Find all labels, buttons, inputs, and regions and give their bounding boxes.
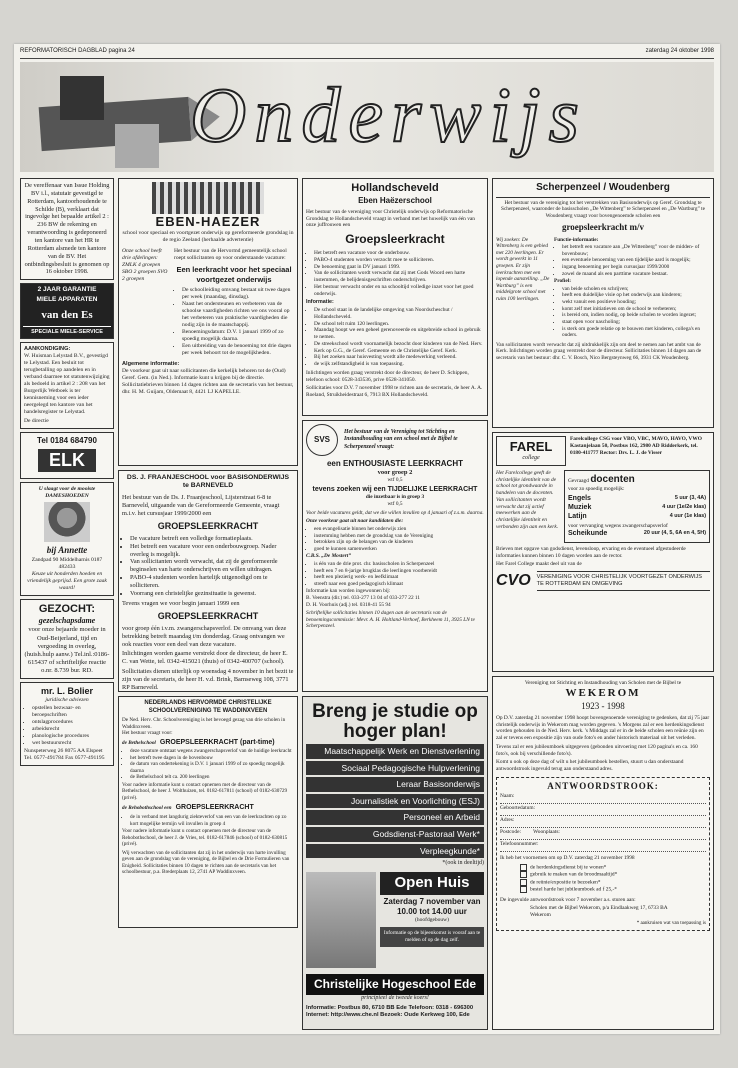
elk-logo: ELK bbox=[38, 449, 96, 472]
ebenhaezer-side: Onze school heeft drie afdelingen: ZMLK 4 groepen SBO 2 groepen SVO 2 groepen bbox=[122, 248, 168, 283]
nhs-info-2: Voor nadere informatie kunt u contact opnemen met de directeur van de Rehobothschool, de heer J. de Vries, tel. 0182-617846 (school) of 0182-630815 (privé). bbox=[122, 828, 288, 847]
as-option[interactable] bbox=[520, 886, 706, 893]
elk-phone: Tel 0184 684790 bbox=[37, 436, 97, 446]
nhs-vacancy-1: GROEPSLEERKRACHT (part-time) bbox=[159, 738, 275, 746]
fraanje-title: DS. J. FRAANJESCHOOL voor BASISONDERWIJS bbox=[126, 474, 290, 481]
fraanje-ter: voor groep één i.v.m. zwangerschapsverlof. De omvang van deze betrekking betreft maandag t/m donderdag. Graag ontvangen we ook reacties voor een deel van deze vacature. bbox=[122, 624, 287, 648]
sz-prof-list bbox=[554, 286, 710, 339]
sz-prof-title: Profiel: bbox=[554, 278, 571, 285]
farel-uren: 4 uur (1e/2e klas) bbox=[662, 503, 706, 510]
table-row bbox=[568, 530, 706, 539]
list-item: • instemming hebben met de grondslag van de Vereniging bbox=[314, 533, 484, 540]
as-field-label: Telefoonnummer: bbox=[500, 841, 539, 847]
svs-vacancy-2: tevens zoeken wij een TIJDELIJKE LEERKRACHT bbox=[312, 485, 478, 493]
hv-school: Eben Haëzerschool bbox=[358, 195, 432, 205]
list-item: • heeft een plezierig werk- en leefklimaat bbox=[314, 574, 484, 581]
checkbox-icon[interactable] bbox=[520, 864, 527, 871]
list-item: • de Bethelschool telt ca. 200 leerlingen bbox=[130, 774, 294, 781]
gezocht-title: GEZOCHT: bbox=[38, 602, 96, 615]
list-item: • Van sollicitanten wordt verwacht, dat zij de gereformeerde beginselen van harte onderschrijven en willen uitdragen. bbox=[130, 558, 294, 574]
gezocht-text: voor onze bejaarde moeder in Oud-Beijerland, tijd en vergoeding in overleg, (huish.hulp aanw.) Tel.inl.:0186-615437 of schriftelijke reactie o.nr. 8.739 bur. RD. bbox=[24, 626, 110, 675]
svs-intro: Het bestuur van de Vereniging tot Stichting en Instandhouding van een school met de Bijbel te Scherpenzeel vraagt: bbox=[344, 429, 458, 450]
list-item: • De vacature betreft een volledige formatieplaats. bbox=[130, 535, 294, 543]
svs-wtf-1: wtf 0,5 bbox=[387, 477, 403, 484]
bolier-sub: juridische adviezen bbox=[45, 697, 89, 704]
bolier-address: Nunspeterweg 26 8075 AA Elspeet Tel. 0577-491784 Fax 0577-491195 bbox=[24, 748, 105, 762]
fraanje-ad bbox=[118, 470, 298, 692]
gezocht-sub: gezelschapsdame bbox=[38, 616, 96, 626]
wk-body-2: Tevens zal er een jubileumboek uitgegeven (gebonden uitvoering met 120 pagina's en ca. 160 foto's, ook bij verschillende foto's). bbox=[496, 743, 698, 757]
farel-side: Het Farelcollege geeft de christelijke identiteit van de school tot grondwaarde in handelen van de docenten. Van sollicitanten wordt verwacht dat zij actief meewerken aan de christelijke identiteit en verbonden zijn aan een kerk. bbox=[496, 469, 559, 530]
che-internet: Internet: http://www.che.nl Bezoek: Oude Kerkweg 100, Ede bbox=[306, 1012, 470, 1019]
fraanje-sollicitaties: Sollicitaties dienen uiterlijk op woensdag 4 november in het bezit te zijn van de secretaris, de heer H. v.d. Brink, Barnseweg 108, 3771 RP Barneveld. bbox=[122, 668, 294, 691]
list-item: • ingang benoeming per begin cursusjaar 1999/2000 bbox=[562, 264, 710, 271]
list-item: • deze vacature ontstaat wegens zwangerschapsverlof van de huidige leerkracht bbox=[130, 748, 294, 755]
farel-address: Farelcollege CSG voor VBO, VBC, MAVO, HAVO, VWO Kastanjelaan 50, Postbus 162, 2980 AD Ridderkerk, tel. 0180-411777 Rector: Drs. L. J. de Visser bbox=[570, 436, 702, 456]
list-item: • komt zelf met initiatieven om de school te verbeteren; bbox=[562, 306, 710, 313]
ebenhaezer-alg: De voorkeur gaat uit naar sollicitanten die kerkelijk behoren tot de (Oud) Geref. Gem. (in Ned.). Informatie kunt u krijgen bij de directie. Sollicitatiebrieven binnen 14 dagen richten aan de secretaris van het bestuur, dhr. H. M. Guijam, Oldemaat 8, 4421 LJ KAPELLE. bbox=[122, 367, 294, 395]
farel-brieven: Brieven met opgave van godsdienst, levensloop, ervaring en de eventueel afgestudeerde informaties kunnen binnen 10 dagen worden aan de rector. bbox=[496, 545, 686, 559]
fraanje-tevens: Tevens vragen we voor begin januari 1999 een bbox=[122, 599, 240, 607]
list-item: • Het betreft een vacature voor de onderbouw. bbox=[314, 250, 484, 257]
list-item: • is bereid om, indien nodig, op beide scholen te worden ingezet; bbox=[562, 312, 710, 319]
list-item: • PABO-4 studenten worden hartelijk uitgenodigd om te solliciteren. bbox=[130, 574, 294, 590]
che-open-huis: Open Huis bbox=[380, 872, 484, 895]
as-option[interactable] bbox=[520, 879, 706, 886]
miele-label: MIELE APPARATEN bbox=[36, 296, 98, 304]
farel-vak: Engels bbox=[568, 495, 591, 502]
as-note: * aankruisen wat van toepassing is bbox=[636, 920, 706, 926]
list-item: • planologische procedures bbox=[32, 733, 110, 740]
list-item: • De benoeming gaat in DV januari 1999. bbox=[314, 264, 484, 271]
hv-info-title: Informatie: bbox=[306, 299, 334, 306]
checkbox-icon[interactable] bbox=[520, 886, 527, 893]
sz-vacancy: groepsleerkracht m/v bbox=[561, 222, 645, 233]
fraanje-vacancy-2: GROEPSLEERKRACHT bbox=[157, 610, 259, 621]
list-item: • De school telt ruim 120 leerlingen. bbox=[314, 321, 484, 328]
che-program: Leraar Basisonderwijs bbox=[306, 777, 484, 792]
hv-sollicit: Sollicitaties voor D.V. 7 november 1998 te richten aan de secretaris, de heer A. A. Roeland, Struikheidestraat 6, 7913 BX Hollandscheveld. bbox=[306, 385, 483, 398]
hoeden-title: U slaagt voor de mooiste DAMESHOEDEN bbox=[38, 485, 96, 499]
farel-vak: Scheikunde bbox=[568, 530, 608, 537]
che-info: Informatie: Postbus 80, 6710 BB Ede Telefoon: 0318 - 696300 bbox=[306, 1005, 474, 1012]
dark-square-icon bbox=[60, 76, 104, 120]
as-field[interactable] bbox=[500, 793, 706, 804]
sz-side: Wij zoeken: De Wittenberg is een gebied met 220 leerlingen. Er wordt gewerkt in 11 groepen. Er zijn leerkrachten met een lopende aanstelling. „De Wartburg” is een middelgrote school met ruim 100 leerlingen. bbox=[496, 236, 550, 303]
list-item: • betrokken zijn op de belangen van de kinderen bbox=[314, 539, 484, 546]
cvo-logo: CVO bbox=[496, 572, 531, 589]
ebenhaezer-ad bbox=[118, 178, 298, 466]
as-option-label: bestel harde het jubileumboek ad f 25,-* bbox=[530, 886, 617, 893]
list-item: • Benoemingsdatum: D.V. 1 januari 1999 of zo spoedig mogelijk daarna. bbox=[182, 329, 294, 343]
table-row bbox=[568, 495, 706, 504]
hollandscheveld-ad bbox=[302, 178, 488, 416]
list-item: • Naast het ondersteunen en verbeteren van de schoolse vaardigheden richten we ons vooral op het verbeteren van praktische vaardigheden die nodig zijn in de maatschappij. bbox=[182, 301, 294, 329]
paper-name: REFORMATORISCH DAGBLAD pagina 24 bbox=[20, 48, 135, 54]
as-komt: Ik heb het voornemen om op D.V. zaterdag 21 november 1998 bbox=[500, 855, 635, 861]
list-item: • ontslagprocedures bbox=[32, 719, 110, 726]
farel-gevraagd: Gevraagd bbox=[568, 477, 589, 484]
list-item: • goed te kunnen samenwerken bbox=[314, 546, 484, 553]
vandenes-logo: van den Es bbox=[41, 308, 93, 321]
list-item: • het betreft twee dagen in de bovenbouw bbox=[130, 755, 294, 762]
farel-lid: Het Farel College maakt deel uit van de bbox=[496, 561, 582, 568]
wk-name: WEKEROM bbox=[565, 686, 641, 699]
notice-text: De vereffenaar van Issue Holding BV i.l., statutair gevestigd te Rotterdam, kantoorhoudende te Schilde (B), verklaart dat ingevolge het bepaalde artikel 2 : 236 BW de rekening en verantwoording is gedeponeerd ten kantore van het HR te Rotterdam alsmede ten kantore van de BV. Het ontbindingsbesluit is genomen op 16 oktober 1998. bbox=[24, 182, 110, 276]
list-item: • is één van de drie prot. chr. basisscholen in Scherpenzeel bbox=[314, 561, 484, 568]
list-item: • het betreft een vacature aan „De Wittenberg” voor de midden- of bovenbouw; bbox=[562, 244, 710, 257]
svs-groep3: die inzetbaar is in groep 3 bbox=[365, 494, 425, 501]
nhs-sollicitaties: Wij verwachten van de sollicitanten dat zij in het onderwijs van harte invulling geven aan de grondslag van de vereniging, de Bijbel en de Drie Formulieren van Enigheid. Sollicitaties binnen 10 dagen te richten aan de secretaris van het schoolbestuur, p.a. Brederplaats 12, 2741 AP Waddinxveen. bbox=[122, 849, 290, 875]
as-option-label: de reünie/expositie te bezoeken* bbox=[530, 879, 601, 886]
scherpenzeel-ad bbox=[492, 178, 714, 428]
farel-spoedig: voor zo spoedig mogelijk: bbox=[568, 486, 625, 493]
vereffenaar-notice bbox=[20, 178, 114, 280]
hv-title: Hollandscheveld bbox=[351, 182, 439, 194]
list-item: • is sterk om goede relatie op te bouwen met kinderen, collega's en ouders. bbox=[562, 326, 710, 339]
nhs-school-1: de Bethelschool bbox=[122, 739, 156, 746]
list-item: • een eventuele benoeming van een tijdelijke aard is mogelijk; bbox=[562, 257, 710, 264]
che-date: Zaterdag 7 november van 10.00 tot 14.00 uur bbox=[383, 896, 481, 916]
list-item: • zowel de maand als een parttime vacature bestaat. bbox=[562, 271, 710, 278]
farel-docenten: docenten bbox=[590, 473, 635, 485]
mielle-ad bbox=[20, 283, 114, 339]
as-gegevens: De ingevulde antwoordstrook voor 7 november a.s. sturen aan: bbox=[500, 896, 636, 903]
farel-ad bbox=[492, 432, 714, 672]
svs-vacancy-1: een ENTHOUSIASTE LEERKRACHT bbox=[326, 459, 463, 468]
list-item: • De schoolleiding omvang bestaat uit twee dagen per week (maandag, dinsdag). bbox=[182, 287, 294, 301]
farel-uren: 5 uur (3, 4A) bbox=[674, 495, 706, 501]
as-field[interactable] bbox=[500, 829, 706, 840]
list-item: • de in verband met langdurig ziekteverlof van een van de leerkrachten op zo kort mogelijke termijn wil invullen in groep 4 bbox=[130, 814, 294, 827]
annette-note: Keuze uit honderden hoeden en vriendelijk geprijsd. Een grote zaak waard! bbox=[27, 570, 107, 591]
che-program: Godsdienst-Pastoraal Werk* bbox=[306, 827, 484, 842]
ebenhaezer-name: EBEN-HAEZER bbox=[155, 214, 261, 229]
farel-vak: Muziek bbox=[568, 503, 592, 511]
as-field-label: Geboortedatum: bbox=[500, 805, 536, 811]
as-option[interactable] bbox=[520, 864, 706, 871]
svs-badge: SVS bbox=[313, 435, 330, 444]
list-item: • een evangelisatie binnen het onderwijs zien bbox=[314, 526, 484, 533]
farel-sub: college bbox=[522, 455, 540, 462]
list-item: • Een uitbreiding van de benoeming tot drie dagen per week behoort tot de mogelijkheden. bbox=[182, 343, 294, 357]
fraanje-sub: te BARNEVELD bbox=[182, 482, 234, 490]
list-item: • wet bestuursrecht bbox=[32, 740, 110, 747]
list-item: • Voorrang een christelijke gezinsituatie is gewenst. bbox=[130, 590, 294, 598]
farel-logo bbox=[496, 436, 566, 466]
ebenhaezer-list bbox=[174, 287, 294, 357]
list-item: • van beide scholen en schrijven; bbox=[562, 286, 710, 293]
list-item: • heeft een duidelijke visie op het onderwijs aan kinderen; bbox=[562, 292, 710, 299]
list-item: • PABO-4 studenten worden verzocht mee te solliciteren. bbox=[314, 257, 484, 264]
che-program: Sociaal Pedagogische Hulpverlening bbox=[306, 761, 484, 776]
che-ad bbox=[302, 696, 488, 1030]
section-banner bbox=[20, 62, 714, 172]
table-row bbox=[568, 513, 706, 522]
list-item: • Het bestuur verwacht onder en na schooltijd volledige inzet voor het goed onderwijs. bbox=[314, 284, 484, 298]
as-field[interactable] bbox=[500, 841, 706, 852]
nhs-list-1 bbox=[122, 748, 294, 781]
nhs-list-2 bbox=[122, 814, 294, 827]
garantie-label: 2 JAAR GARANTIE bbox=[37, 286, 97, 294]
hv-vacancy: Groepsleerkracht bbox=[345, 232, 445, 246]
hv-contact: Inlichtingen worden graag verstrekt door de directeur, de heer D. Schippen, telefoon school: 0528-343536, prive 0528-341050. bbox=[306, 369, 469, 383]
aankondiging-title: AANKONDIGING: bbox=[24, 346, 71, 353]
wk-years: 1923 - 1998 bbox=[581, 700, 625, 711]
hv-info-list bbox=[306, 307, 484, 368]
ebenhaezer-sub: school voor speciaal en voortgezet onderwijs op gereformeerde grondslag in de regio Zeeland (herhaalde advertentie) bbox=[122, 230, 294, 244]
as-field-label: Woonplaats: bbox=[533, 829, 560, 835]
svs-groep2: voor groep 2 bbox=[377, 469, 413, 476]
list-item: • Bij het zoeken naar huisvesting wordt alle medewerking verleend. bbox=[314, 354, 484, 361]
aankondiging-notice bbox=[20, 342, 114, 429]
ebenhaezer-intro: Het bestuur van de Hervormd gemeentelijk school roept sollicitanten op voor onderstaande vacature: bbox=[174, 248, 287, 262]
sz-contact: Van sollicitanten wordt verwacht dat zij uitdrukkelijk zijn om deel te nemen aan het ambt van de Kerk. Inlichtingen worden graag verstrekt door de directeur. Sollicitaties binnen 14 dagen aan de secretaris van het bestuur: dhr. C. V. Bosch, Nico Bergsteynweg 66, 3931 CK Woudenberg. bbox=[496, 341, 702, 361]
fraanje-list bbox=[122, 535, 294, 598]
sz-intro: Het bestuur van de vereniging tot het verstrekken van Basisonderwijs op Geref. Grondslag te Scherpenzeel, waaronder de basisscholen „De Wittenberg” te Scherpenzeel en „De Wartburg” te Woudenberg vraagt voor bovengenoemde scholen een bbox=[501, 199, 705, 219]
che-logo: Christelijke Hogeschool Ede bbox=[306, 974, 484, 995]
bolier-list bbox=[24, 705, 110, 747]
as-field-label: Postcode: bbox=[500, 829, 521, 835]
farel-uren: 20 uur (4, 5, 6A en 4, 5H) bbox=[643, 530, 706, 536]
svs-contact-1: B. Veenstra (dir.) tel. 033-277 13 04 of 033-277 22 11 bbox=[306, 595, 421, 602]
as-field[interactable] bbox=[500, 805, 706, 816]
service-label: SPECIALE MIELE-SERVICE bbox=[23, 326, 111, 336]
as-title: ANTWOORDSTROOK: bbox=[547, 780, 659, 791]
svs-sollicitaties: Schriftelijke sollicitaties binnen 10 dagen aan de secretaris van de benoemingscommissie: Mevr. A. H. Holtland-Verhoef, Berkheem 11, 3925 LN te Scherpenzeel. bbox=[306, 610, 475, 630]
wekerom-ad bbox=[492, 676, 714, 1030]
che-headline: Breng je studie op hoger plan! bbox=[312, 701, 478, 742]
farel-zwanger: voor vervanging wegens zwangerschapsverlof bbox=[568, 523, 668, 530]
aankondiging-sign: De directie bbox=[24, 418, 49, 425]
school-building-icon bbox=[152, 182, 264, 214]
checkbox-icon[interactable] bbox=[520, 879, 527, 886]
annette-ad bbox=[20, 482, 114, 596]
list-item: • arbeidsrecht bbox=[32, 726, 110, 733]
list-item: • heeft een 7 en 8-jarige brugklas die leerlingen voorbereidt bbox=[314, 568, 484, 575]
as-field[interactable] bbox=[500, 817, 706, 828]
sz-title: Scherpenzeel / Woudenberg bbox=[496, 182, 710, 198]
che-aside: Informatie op de bijeenkomst is vooraf aan te melden of op de dag zelf. bbox=[380, 927, 484, 946]
fraanje-inlichtingen: Inlichtingen worden gaarne verstrekt door de directeur, de heer E. C. van Wette, tel. 0342-415021 (thuis) of 0342-400707 (school). bbox=[122, 650, 288, 666]
che-program: Personeel en Arbeid bbox=[306, 810, 484, 825]
annette-name: bij Annette bbox=[46, 545, 88, 556]
list-item: • Het betreft een vacature voor een onderbouwgroep. Nader overleg is mogelijk. bbox=[130, 543, 294, 559]
hat-photo-icon bbox=[44, 502, 90, 542]
list-item: • streeft naar een goed pedagogisch klimaat bbox=[314, 581, 484, 588]
nhs-vraagt: Het bestuur vraagt voor: bbox=[122, 730, 173, 736]
left-column bbox=[20, 178, 114, 766]
hv-intro: Het bestuur van de vereniging voor Christelijk onderwijs op Reformatorische Grondslag te Hollandscheveld vraagt in verband met het huwelijk van één van onze juffrouwen een bbox=[306, 208, 476, 229]
nhs-vacancy-2: GROEPSLEERKRACHT bbox=[175, 804, 254, 812]
list-item: • De streekschool wordt voornamelijk bezocht door kinderen van de Ned. Herv. Kerk op G.G., de Geref. Gemeente en de Christelijke Geref. Kerk. bbox=[314, 341, 484, 355]
ebenhaezer-vacancy: Een leerkracht voor het speciaal voortgezet onderwijs bbox=[176, 265, 292, 284]
issue-date: zaterdag 24 oktober 1998 bbox=[645, 48, 714, 54]
annette-address: Zandpad 90 Middelharnis 0187 482433 bbox=[31, 556, 103, 570]
wk-body-3: Komt u ook op deze dag of wilt u het jubileumboek bestellen, stuurt u dan onderstaand antwoordstrook ingevuld terug aan onderstaand adres. bbox=[496, 759, 684, 772]
che-note: *(ook in deeltijd) bbox=[442, 860, 484, 867]
wk-body: Op D.V. zaterdag 21 november 1998 hoopt bovengenoemde vereniging te gedenken, dat zij 75 jaar christelijk onderwijs in Wekerom mag worden gegeven. 's Morgens zal er een herdenkingsdienst worden gehouden in de Ned. Herv. kerk. 's Middags zal er in de beide scholen een reünie zijn en zal er tevens een expositie zijn van oude foto's en ander historisch materiaal uit het verleden. bbox=[496, 714, 710, 741]
sz-func-list bbox=[554, 244, 710, 277]
wk-intro: Vereniging tot Stichting en Instandhouding van Scholen met de Bijbel te bbox=[524, 680, 682, 686]
list-item: • staat open voor nascholing; bbox=[562, 319, 710, 326]
svs-cbs-list bbox=[306, 561, 484, 587]
nhs-intro: De Ned. Herv. Chr. Schoolvereniging is het bevoegd gezag van drie scholen in Waddinxveen. bbox=[122, 717, 286, 730]
as-address: Scholen met de Bijbel Wekerom, p/a Eindlaakweg 17, 6733 BA Wekerom bbox=[530, 905, 668, 919]
student-photo-icon bbox=[306, 872, 376, 968]
bolier-title: mr. L. Bolier bbox=[40, 686, 93, 697]
list-item: • opstellen bezwaar- en beroepschriften bbox=[32, 705, 110, 719]
checkbox-icon[interactable] bbox=[520, 871, 527, 878]
as-option-label: de herdenkingsdienst bij te wonen* bbox=[530, 864, 607, 871]
svs-wat-title: Onze voorkeur gaat uit naar kandidaten die: bbox=[306, 518, 404, 525]
page-header bbox=[20, 48, 714, 59]
waddinxveen-ad bbox=[118, 696, 298, 928]
list-item: • De school staat in de landelijke omgeving van Noordscheschut / Hollandscheveld. bbox=[314, 307, 484, 321]
as-field-label: Naam: bbox=[500, 793, 515, 799]
section-title: Onderwijs bbox=[190, 71, 588, 158]
hv-list bbox=[306, 250, 484, 297]
svs-contact-2: D. H. Voorhuis (adj.) tel. 0318-41 55 94 bbox=[306, 601, 391, 608]
svs-info: Informatie kan worden ingewonnen bij: bbox=[306, 588, 391, 595]
antwoordstrook bbox=[496, 777, 710, 931]
as-field-label: Adres: bbox=[500, 817, 515, 823]
newspaper-page bbox=[14, 44, 720, 1034]
light-square-icon bbox=[115, 124, 159, 168]
svs-wat-list bbox=[306, 526, 484, 552]
nhs-school-2: de Rehobothschool een bbox=[122, 805, 172, 812]
nhs-title: NEDERLANDS HERVORMDE CHRISTELIJKE SCHOOLVERENIGING TE WADDINXVEEN bbox=[144, 700, 272, 714]
che-program: Journalistiek en Voorlichting (ESJ) bbox=[306, 794, 484, 809]
elk-ad bbox=[20, 432, 114, 479]
che-program: Verpleegkunde* bbox=[306, 844, 484, 859]
list-item: • de wijk zelfstandigheid is van toepassing. bbox=[314, 361, 484, 368]
svs-ad bbox=[302, 420, 488, 692]
farel-vak: Latijn bbox=[568, 512, 587, 520]
sz-func-title: Functie-informatie: bbox=[554, 236, 599, 243]
fraanje-vacancy-1: GROEPSLEERKRACHT bbox=[157, 520, 259, 531]
gezocht-ad bbox=[20, 599, 114, 680]
svs-wtf-2: wtf 0,5 bbox=[387, 501, 403, 508]
svs-logo-icon bbox=[306, 424, 338, 456]
ebenhaezer-alg-title: Algemene informatie: bbox=[122, 360, 180, 367]
svs-voor: Voor beide vacatures geldt, dat we die willen invullen op 4 januari of z.s.m. daarna. bbox=[306, 509, 484, 516]
farel-name: FAREL bbox=[509, 439, 553, 454]
as-option-label: gebruik te maken van de broodmaaltijd* bbox=[530, 871, 618, 878]
cvo-name: VERENIGING VOOR CHRISTELIJK VOORTGEZET ONDERWIJS TE ROTTERDAM EN OMGEVING bbox=[537, 571, 710, 591]
che-motto: principieel de tweede koers! bbox=[361, 994, 429, 1001]
farel-uren: 4 uur (1e klas) bbox=[669, 512, 706, 519]
svs-cbs-title: C.B.S. „De Mostert” bbox=[306, 553, 351, 560]
nhs-info-1: Voor nadere informatie kunt u contact opnemen met de directeur van de Bethelschool, de heer J. Wolthuizen, tel. 0182-617811 (school) of 0182-630729 (privé). bbox=[122, 781, 288, 801]
bolier-ad bbox=[20, 682, 114, 766]
fraanje-intro: Het bestuur van de Ds. J. Fraanjeschool, Lijsterstraat 6-8 te Barneveld, uitgaande van de Gereformeerde Gemeente, vraagt m.i.v. het cursusjaar 1999/2000 een bbox=[122, 493, 280, 517]
che-plaats: (hoofdgebouw) bbox=[415, 916, 449, 923]
list-item: • Van de sollicitanten wordt verwacht dat zij met Gods Woord een harte instemmen, de belijdenisgeschriften onderschrijven. bbox=[314, 270, 484, 284]
aankondiging-text: W. Huisman Lelystad B.V., gevestigd te Lelystad. Een besluit tot terugbetalling op aandelen en in verband daarmee tot statutenwijziging als bedoeld in artikel 2 : 208 van het Burgerlijk Wetboek is ter kennisneming voor een ieder neergelegd ten kantore van het handelsregister te Lelystad. bbox=[24, 353, 110, 416]
list-item: • de datum van ondertekening is D.V. 1 januari 1999 of zo spoedig mogelijk daarna bbox=[130, 761, 294, 774]
list-item: • Maandag hoopt we een geheel gerenoveerde en uitgebreide school in gebruik te nemen. bbox=[314, 327, 484, 341]
list-item: • wekt vanuit een positieve houding; bbox=[562, 299, 710, 306]
che-program: Maatschappelijk Werk en Dienstverlening bbox=[306, 744, 484, 759]
as-option[interactable] bbox=[520, 871, 706, 878]
table-row bbox=[568, 504, 706, 513]
